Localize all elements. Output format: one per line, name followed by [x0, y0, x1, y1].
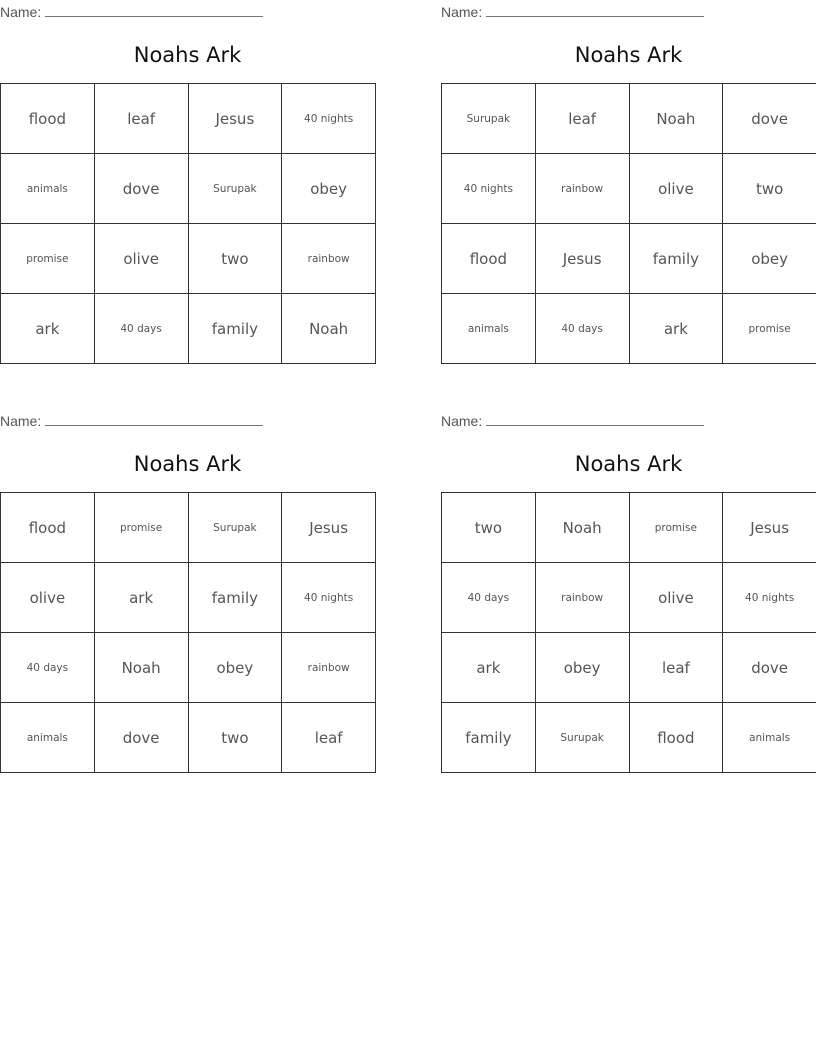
grid-row — [442, 633, 816, 703]
grid-cell: leaf — [629, 633, 723, 703]
bingo-card-4 — [441, 409, 816, 773]
grid-cell: ark — [1, 294, 95, 364]
grid-cell: two — [188, 224, 282, 294]
bingo-grid — [441, 83, 816, 364]
card-title: Noahs Ark — [133, 452, 242, 476]
grid-cell: Noah — [535, 493, 629, 563]
grid-cell: 40 nights — [442, 154, 536, 224]
name-blank-line — [45, 411, 263, 426]
grid-row — [442, 563, 816, 633]
grid-cell: Jesus — [723, 493, 816, 563]
grid-cell: flood — [442, 224, 536, 294]
grid-cell: 40 nights — [723, 563, 816, 633]
grid-cell: Surupak — [188, 493, 282, 563]
grid-cell: dove — [94, 154, 188, 224]
name-label: Name: — [441, 413, 483, 429]
grid-row — [442, 294, 816, 364]
name-blank-line — [486, 2, 704, 17]
name-field — [441, 2, 704, 21]
grid-cell: 40 nights — [282, 563, 376, 633]
grid-cell: 40 days — [535, 294, 629, 364]
grid-cell: promise — [94, 493, 188, 563]
grid-cell: animals — [1, 154, 95, 224]
grid-row — [442, 493, 816, 563]
grid-cell: family — [188, 294, 282, 364]
grid-cell: obey — [188, 633, 282, 703]
grid-row — [1, 84, 376, 154]
grid-cell: two — [188, 703, 282, 773]
grid-cell: 40 days — [442, 563, 536, 633]
grid-row — [1, 493, 376, 563]
name-field — [0, 411, 263, 430]
grid-cell: olive — [1, 563, 95, 633]
grid-cell: leaf — [282, 703, 376, 773]
grid-row — [1, 563, 376, 633]
grid-cell: rainbow — [535, 563, 629, 633]
grid-cell: 40 nights — [282, 84, 376, 154]
grid-row — [442, 703, 816, 773]
grid-cell: dove — [94, 703, 188, 773]
grid-cell: Noah — [94, 633, 188, 703]
grid-cell: leaf — [94, 84, 188, 154]
grid-cell: Jesus — [535, 224, 629, 294]
grid-row — [1, 703, 376, 773]
grid-cell: ark — [442, 633, 536, 703]
grid-cell: 40 days — [1, 633, 95, 703]
grid-cell: olive — [94, 224, 188, 294]
grid-row — [442, 84, 816, 154]
grid-cell: dove — [723, 84, 816, 154]
grid-cell: promise — [723, 294, 816, 364]
grid-cell: flood — [629, 703, 723, 773]
name-blank-line — [486, 411, 704, 426]
grid-cell: rainbow — [535, 154, 629, 224]
grid-row — [1, 294, 376, 364]
bingo-card-2 — [441, 0, 816, 364]
grid-cell: animals — [442, 294, 536, 364]
grid-cell: rainbow — [282, 633, 376, 703]
grid-cell: Jesus — [282, 493, 376, 563]
grid-cell: Jesus — [188, 84, 282, 154]
grid-cell: animals — [723, 703, 816, 773]
grid-cell: Noah — [282, 294, 376, 364]
grid-cell: family — [442, 703, 536, 773]
bingo-grid — [441, 492, 816, 773]
grid-cell: family — [188, 563, 282, 633]
bingo-grid — [0, 83, 376, 364]
grid-cell: two — [723, 154, 816, 224]
grid-row — [442, 224, 816, 294]
name-field — [0, 2, 263, 21]
grid-cell: dove — [723, 633, 816, 703]
grid-row — [1, 633, 376, 703]
grid-cell: flood — [1, 493, 95, 563]
name-label: Name: — [441, 4, 483, 20]
grid-cell: family — [629, 224, 723, 294]
name-label: Name: — [0, 413, 42, 429]
grid-cell: obey — [723, 224, 816, 294]
grid-row — [1, 224, 376, 294]
card-title: Noahs Ark — [574, 43, 683, 67]
grid-cell: flood — [1, 84, 95, 154]
grid-cell: Surupak — [442, 84, 536, 154]
grid-cell: rainbow — [282, 224, 376, 294]
bingo-card-1 — [0, 0, 376, 364]
grid-cell: obey — [282, 154, 376, 224]
grid-row — [442, 154, 816, 224]
name-blank-line — [45, 2, 263, 17]
grid-cell: olive — [629, 563, 723, 633]
grid-cell: Noah — [629, 84, 723, 154]
grid-cell: 40 days — [94, 294, 188, 364]
grid-cell: animals — [1, 703, 95, 773]
card-title: Noahs Ark — [133, 43, 242, 67]
card-title: Noahs Ark — [574, 452, 683, 476]
grid-cell: Surupak — [535, 703, 629, 773]
grid-cell: ark — [94, 563, 188, 633]
grid-cell: two — [442, 493, 536, 563]
bingo-grid — [0, 492, 376, 773]
grid-row — [1, 154, 376, 224]
name-field — [441, 411, 704, 430]
grid-cell: Surupak — [188, 154, 282, 224]
grid-cell: obey — [535, 633, 629, 703]
grid-cell: leaf — [535, 84, 629, 154]
grid-cell: promise — [1, 224, 95, 294]
grid-cell: ark — [629, 294, 723, 364]
name-label: Name: — [0, 4, 42, 20]
grid-cell: promise — [629, 493, 723, 563]
grid-cell: olive — [629, 154, 723, 224]
bingo-card-3 — [0, 409, 376, 773]
